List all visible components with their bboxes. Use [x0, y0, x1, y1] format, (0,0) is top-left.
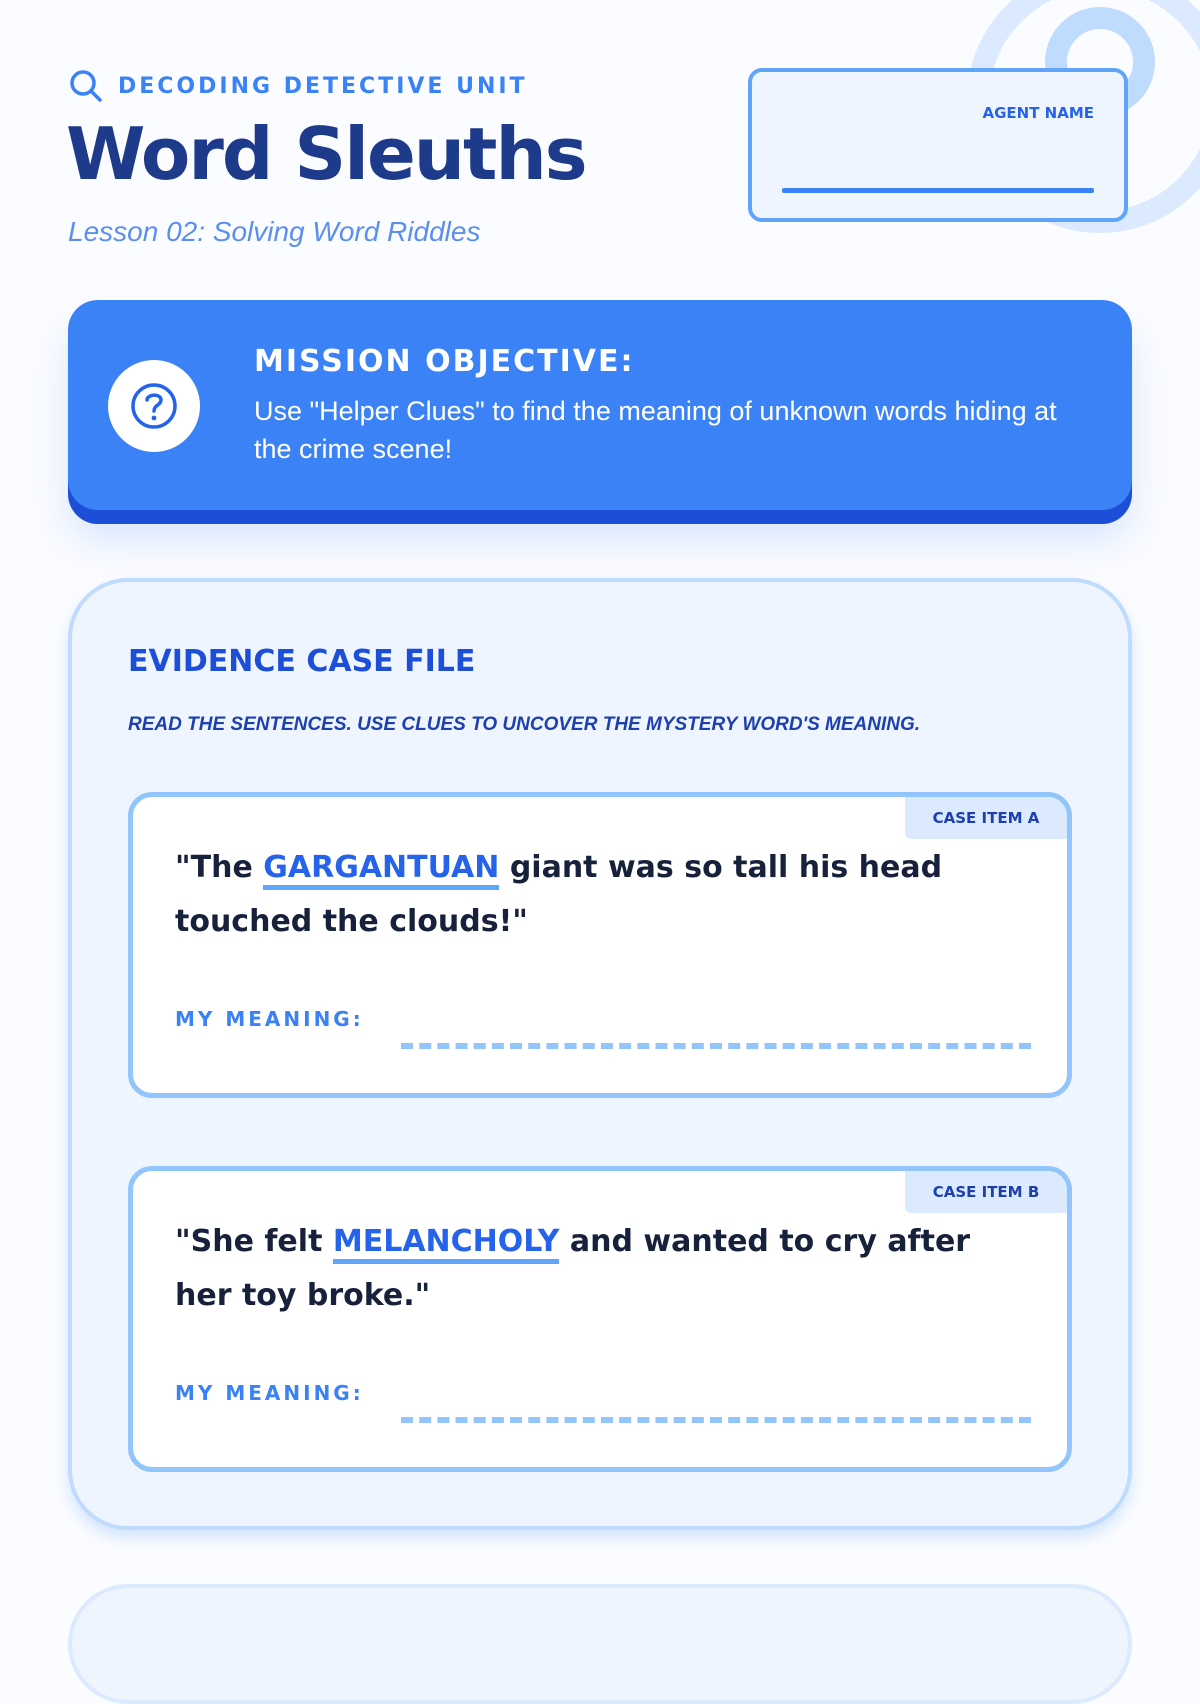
- next-section-panel: [68, 1584, 1132, 1704]
- meaning-answer-line[interactable]: [401, 1043, 1031, 1049]
- unit-label: DECODING DETECTIVE UNIT: [118, 73, 528, 99]
- sentence-start: "The: [175, 850, 264, 885]
- case-item-tag: CASE ITEM B: [905, 1171, 1067, 1213]
- case-item-tag: CASE ITEM A: [905, 797, 1067, 839]
- evidence-title: EVIDENCE CASE FILE: [128, 644, 476, 679]
- agent-name-label: AGENT NAME: [982, 104, 1094, 122]
- sentence-end: giant was so tall his head touched the clouds!": [175, 850, 943, 939]
- agent-name-box[interactable]: [748, 68, 1128, 222]
- evidence-instructions: READ THE SENTENCES. USE CLUES TO UNCOVER THE MYSTERY WORD'S MEANING.: [128, 714, 921, 735]
- mission-heading: MISSION OBJECTIVE:: [254, 344, 635, 379]
- case-item-b: [128, 1166, 1072, 1472]
- agent-name-line: [782, 188, 1094, 193]
- lesson-subtitle: Lesson 02: Solving Word Riddles: [68, 216, 481, 247]
- mission-objective-banner: [68, 300, 1132, 510]
- mission-text: Use "Helper Clues" to find the meaning of unknown words hiding at the crime scene!: [254, 396, 1057, 464]
- meaning-label: MY MEANING:: [175, 1007, 364, 1031]
- case-sentence: [175, 841, 1025, 949]
- meaning-label: MY MEANING:: [175, 1381, 364, 1405]
- meaning-answer-line[interactable]: [401, 1417, 1031, 1423]
- evidence-case-file: [68, 578, 1132, 1530]
- case-item-a: [128, 792, 1072, 1098]
- mystery-word: GARGANTUAN: [263, 850, 499, 890]
- magnifier-icon: [68, 68, 104, 104]
- case-sentence: [175, 1215, 1025, 1323]
- sentence-start: "She felt: [175, 1224, 333, 1259]
- question-circle-icon: [108, 360, 200, 452]
- page-title: Word Sleuths: [66, 112, 586, 196]
- unit-header: [68, 68, 528, 104]
- mystery-word: MELANCHOLY: [333, 1224, 560, 1264]
- sentence-end: and wanted to cry after her toy broke.": [175, 1224, 971, 1313]
